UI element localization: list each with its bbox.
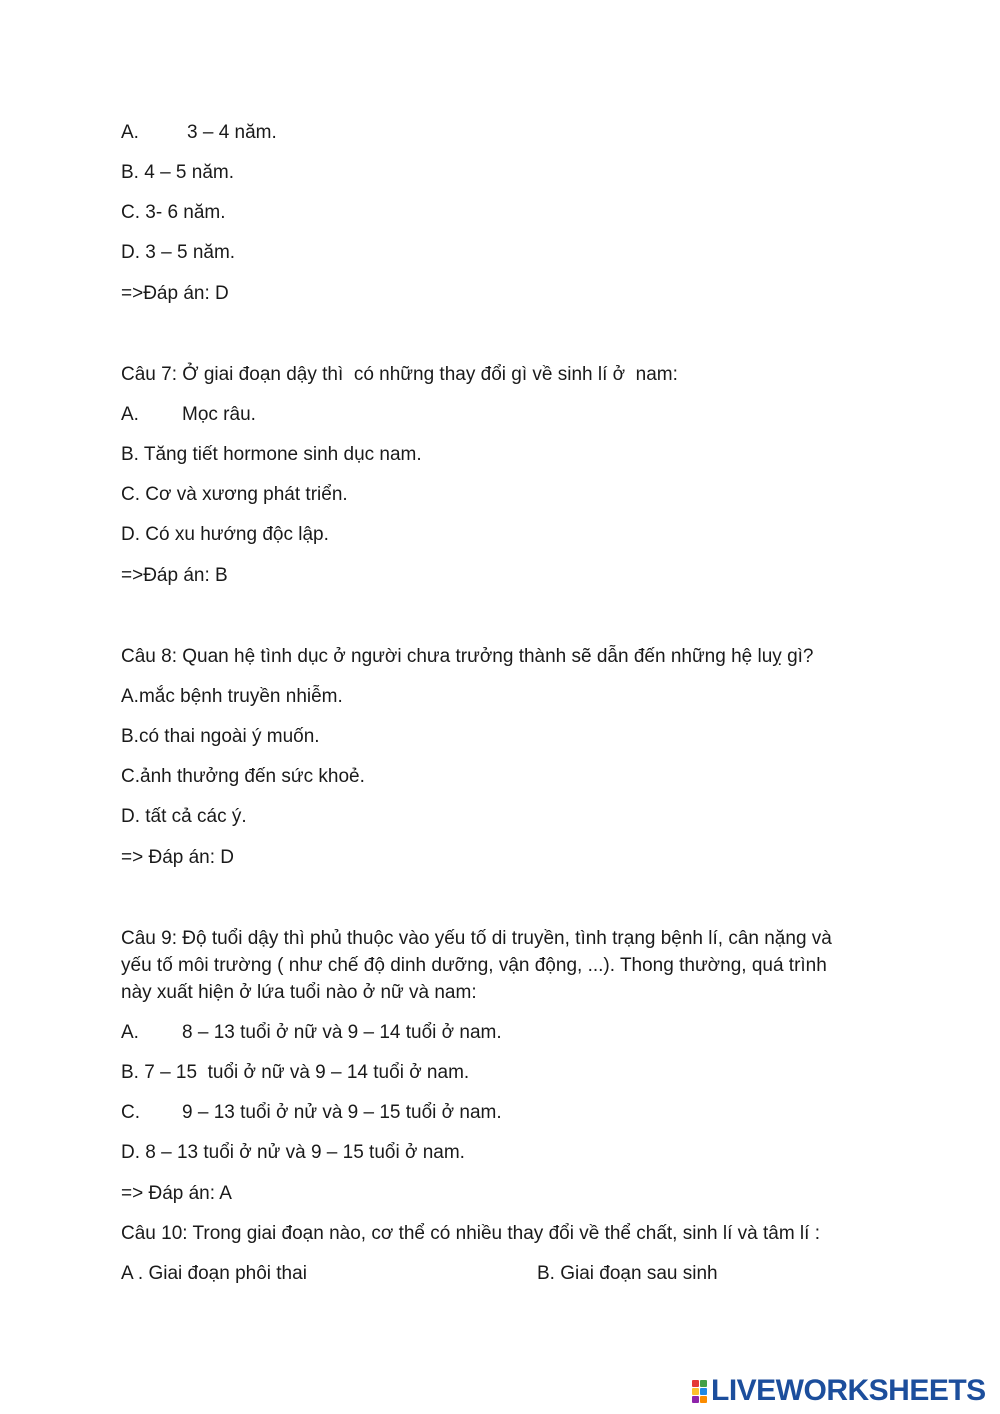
q9-option-a	[121, 1020, 502, 1046]
q9-option-a-text: 8 – 13 tuổi ở nữ và 9 – 14 tuổi ở nam.	[182, 1022, 502, 1043]
q9-answer: => Đáp án: A	[121, 1183, 232, 1204]
q7-option-a-text: Mọc râu.	[182, 404, 256, 425]
q6-option-a-text: 3 – 4 năm.	[187, 122, 277, 143]
q9-option-c-letter: C.	[121, 1102, 140, 1123]
q6-option-b: B. 4 – 5 năm.	[121, 162, 235, 183]
q9-option-d: D. 8 – 13 tuổi ở nử và 9 – 15 tuổi ở nam.	[121, 1142, 465, 1163]
q6-answer: =>Đáp án: D	[121, 283, 229, 304]
logo-mark-cell	[700, 1396, 707, 1403]
q8-question: Câu 8: Quan hệ tình dục ở người chưa trưởng thành sẽ dẫn đến những hệ luỵ gì?	[121, 646, 814, 667]
q6-option-d: D. 3 – 5 năm.	[121, 242, 236, 263]
q6-option-c: C. 3- 6 năm.	[121, 202, 226, 223]
q7-option-d: D. Có xu hướng độc lập.	[121, 524, 329, 545]
q8-option-c: C.ảnh thưởng đến sức khoẻ.	[121, 766, 365, 787]
logo-mark-cell	[700, 1380, 707, 1387]
q8-option-d: D. tất cả các ý.	[121, 806, 247, 827]
q8-answer: => Đáp án: D	[121, 847, 235, 868]
q7-question: Câu 7: Ở giai đoạn dậy thì có những thay đổi gì về sinh lí ở nam:	[121, 364, 678, 385]
q10-question: Câu 10: Trong giai đoạn nào, cơ thể có nhiều thay đổi về thể chất, sinh lí và tâm lí :	[121, 1223, 820, 1244]
q8-option-b: B.có thai ngoài ý muốn.	[121, 726, 320, 747]
liveworksheets-logo-icon	[692, 1380, 707, 1403]
q6-option-a-letter: A.	[121, 122, 139, 143]
q10-option-b: B. Giai đoạn sau sinh	[537, 1263, 718, 1284]
q9-question-line-1: Câu 9: Độ tuổi dậy thì phủ thuộc vào yếu tố di truyền, tình trạng bệnh lí, cân nặng và	[121, 928, 832, 949]
brand-name: LIVEWORKSHEETS	[711, 1374, 986, 1407]
q7-option-b: B. Tăng tiết hormone sinh dục nam.	[121, 444, 422, 465]
liveworksheets-logo	[692, 1376, 986, 1406]
q7-option-a	[121, 402, 256, 428]
logo-mark-cell	[692, 1388, 699, 1395]
q7-answer: =>Đáp án: B	[121, 565, 228, 586]
q8-option-a: A.mắc bệnh truyền nhiễm.	[121, 686, 343, 707]
q9-option-c	[121, 1100, 502, 1126]
logo-mark-cell	[692, 1396, 699, 1403]
q6-option-a	[121, 120, 277, 146]
q9-option-b: B. 7 – 15 tuổi ở nữ và 9 – 14 tuổi ở nam.	[121, 1062, 470, 1083]
logo-mark-cell	[692, 1380, 699, 1387]
q7-option-c: C. Cơ và xương phát triển.	[121, 484, 348, 505]
q10-option-a: A . Giai đoạn phôi thai	[121, 1263, 307, 1284]
q9-question-line-3: này xuất hiện ở lứa tuổi nào ở nữ và nam:	[121, 982, 477, 1003]
logo-mark-cell	[700, 1388, 707, 1395]
q7-option-a-letter: A.	[121, 404, 139, 425]
q9-option-c-text: 9 – 13 tuổi ở nử và 9 – 15 tuổi ở nam.	[182, 1102, 502, 1123]
q9-option-a-letter: A.	[121, 1022, 139, 1043]
q9-question-line-2: yếu tố môi trường ( như chế độ dinh dưỡng, vận động, ...). Thong thường, quá trình	[121, 955, 827, 976]
